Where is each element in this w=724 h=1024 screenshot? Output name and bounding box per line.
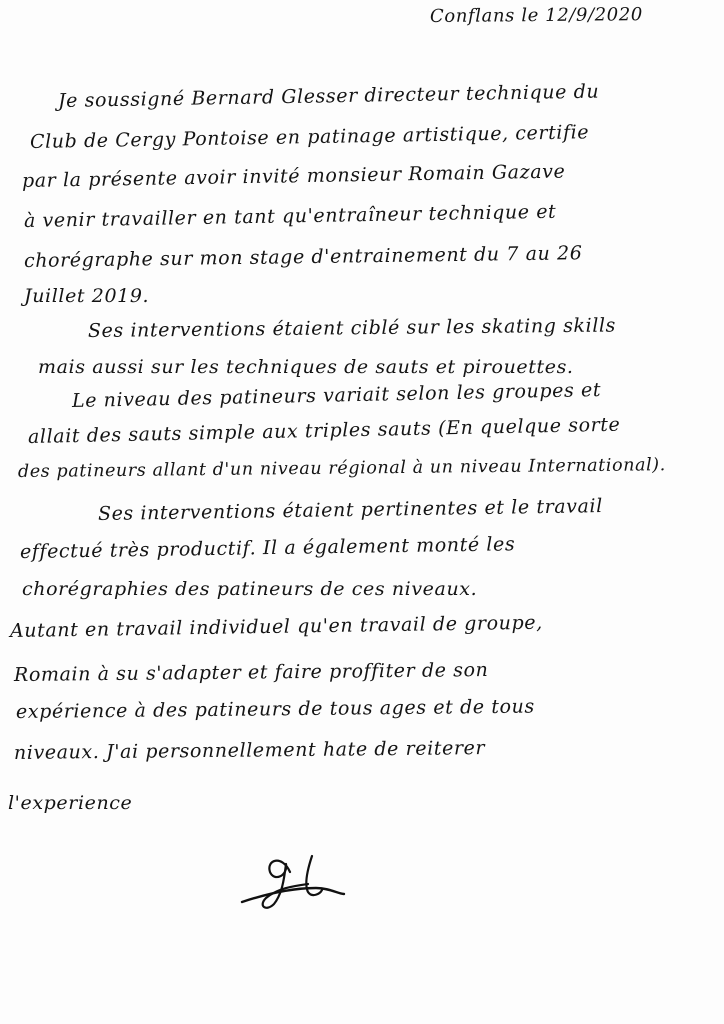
letter-line: Autant en travail individuel qu'en travail de groupe, <box>9 611 543 642</box>
letter-line: des patineurs allant d'un niveau régional à un niveau International). <box>17 455 666 482</box>
letter-line: expérience à des patineurs de tous ages et de tous <box>15 695 535 723</box>
letter-line: l'experience <box>8 792 133 814</box>
letter-line: chorégraphies des patineurs de ces niveaux. <box>22 578 478 600</box>
letter-line: Romain à su s'adapter et faire proffiter de son <box>13 659 489 686</box>
letter-line: Je soussigné Bernard Glesser directeur technique du <box>57 80 600 112</box>
letter-line: Club de Cergy Pontoise en patinage artistique, certifie <box>29 121 590 153</box>
letter-line: effectué très productif. Il a également monté les <box>19 533 516 563</box>
letter-line: Ses interventions étaient pertinentes et le travail <box>97 495 603 525</box>
letter-line: chorégraphe sur mon stage d'entrainement du 7 au 26 <box>23 242 583 272</box>
letter-line: mais aussi sur les techniques de sauts et pirouettes. <box>38 356 574 378</box>
letter-line: Juillet 2019. <box>24 285 150 307</box>
letter-line: par la présente avoir invité monsieur Romain Gazave <box>21 160 566 192</box>
letter-line: Ses interventions étaient ciblé sur les skating skills <box>87 314 617 342</box>
letter-line: niveaux. J'ai personnellement hate de reiterer <box>13 737 486 764</box>
signature <box>238 850 350 922</box>
letter-line: Le niveau des patineurs variait selon les groupes et <box>71 378 602 412</box>
place-date: Conflans le 12/9/2020 <box>429 4 644 27</box>
letter-line: allait des sauts simple aux triples sauts (En quelque sorte <box>27 413 621 448</box>
letter-line: à venir travailler en tant qu'entraîneur technique et <box>23 200 557 232</box>
